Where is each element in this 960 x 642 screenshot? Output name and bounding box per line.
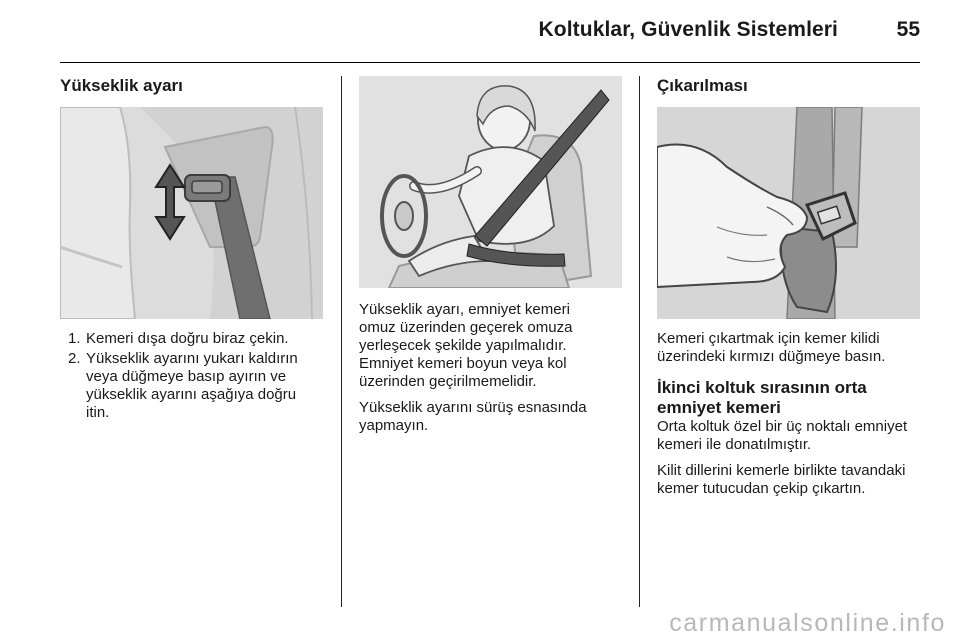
paragraph: Yükseklik ayarını sürüş esnasında yapmayın.	[359, 399, 587, 434]
list-item: 1. Kemeri dışa doğru biraz çekin.	[68, 330, 289, 347]
paragraph: Kemeri çıkartmak için kemer kilidi üzerindeki kırmızı düğmeye basın.	[657, 330, 886, 365]
instruction-list	[60, 330, 330, 424]
page-number: 55	[896, 18, 920, 41]
section-heading-height-adjust: Yükseklik ayarı	[60, 76, 183, 95]
paragraph: Kilit dillerini kemerle birlikte tavandaki kemer tutucudan çekip çıkartın.	[657, 462, 906, 497]
column-divider	[639, 76, 640, 607]
section-heading-center-seatbelt: İkinci koltuk sırasının orta emniyet kemeri	[657, 378, 867, 417]
section-title: Koltuklar, Güvenlik Sistemleri	[538, 18, 838, 41]
paragraph: Orta koltuk özel bir üç noktalı emniyet kemeri ile donatılmıştır.	[657, 418, 908, 453]
column-divider	[341, 76, 342, 607]
paragraph-block	[657, 330, 932, 506]
watermark: carmanualsonline.info	[669, 609, 946, 637]
section-heading-removal: Çıkarılması	[657, 76, 748, 95]
paragraph: Yükseklik ayarı, emniyet kemeri omuz üzerinden geçerek omuza yerleşecek şekilde yapılmalıdır. Emniyet kemeri boyun veya kol üzerinden geçirilmemelidir.	[359, 301, 573, 390]
list-item: 2. Yükseklik ayarını yukarı kaldırın veya düğmeye basıp ayırın ve yükseklik ayarını aşağıya doğru itin.	[68, 350, 298, 421]
page-header	[60, 0, 920, 63]
driver-wearing-seatbelt-illustration	[359, 76, 622, 288]
paragraph-block	[359, 301, 629, 443]
seatbelt-height-adjuster-illustration	[60, 107, 323, 319]
seatbelt-buckle-release-illustration	[657, 107, 920, 319]
